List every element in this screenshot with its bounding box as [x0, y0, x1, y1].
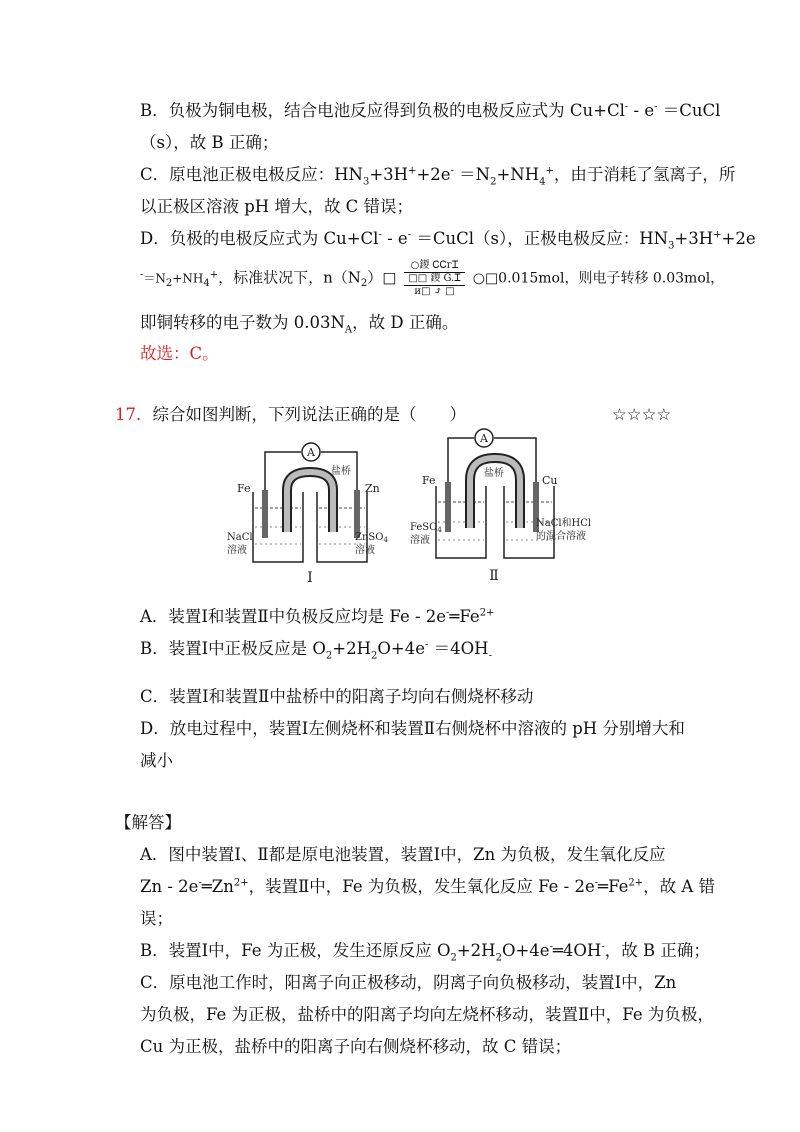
fe-label-2: Fe: [422, 474, 436, 487]
figure-2-label: Ⅱ: [489, 568, 499, 584]
figure-apparatus-2: [408, 422, 598, 587]
figure-1-label: Ⅰ: [307, 570, 313, 586]
question-17-stem: 17．综合如图判断，下列说法正确的是（ ）: [115, 405, 466, 424]
solution-c-line1: C．原电池工作时，阳离子向正极移动，阴离子向负极移动，装置Ⅰ中，Zn: [140, 973, 677, 992]
feso4-solution-label: 溶液: [410, 535, 430, 546]
mix-label-2: 的混合溶液: [536, 531, 586, 542]
salt-bridge-label-1: 盐桥: [331, 466, 351, 477]
garbled-fraction: ○鍐 ᏟᏟᴦᏆ □□ 鍐 G.Ꮖ и□ ⤴ □: [404, 260, 465, 298]
feso4-label: FeSO$_4$: [410, 522, 442, 534]
explanation-d-line1: D．负极的电极反应式为 Cu+Cl- - e- ＝CuCl（s），正极电极反应：$HN_3+3H^++2e$: [140, 229, 756, 252]
cu-label: Cu: [542, 474, 558, 487]
solution-c-line2: 为负极，Fe 为正极，盐桥中的阳离子均向左烧杯移动，装置Ⅱ中，Fe 为负极，: [140, 1005, 714, 1024]
option-a: A．装置Ⅰ和装置Ⅱ中负极反应均是 Fe - $2e^-═Fe^{2+}$: [140, 607, 495, 626]
ammeter-label-2: A: [480, 432, 488, 445]
ammeter-label-1: A: [307, 446, 315, 459]
solution-a-line2: Zn - $2e^-═Zn^{2+}$，装置Ⅱ中，Fe 为负极，发生氧化反应 Fe - $2e^-═Fe^{2+}$，故 A 错: [140, 877, 716, 896]
solution-a-line3: 误；: [140, 909, 173, 928]
option-c: C．装置Ⅰ和装置Ⅱ中盐桥中的阳离子均向右侧烧杯移动: [140, 687, 534, 706]
explanation-b-line1: B．负极为铜电极，结合电池反应得到负极的电极反应式为 Cu+Cl- - e- ＝CuCl: [140, 101, 721, 120]
solution-a-line1: A．图中装置Ⅰ、Ⅱ都是原电池装置，装置Ⅰ中，Zn 为负极，发生氧化反应: [140, 845, 666, 864]
figure-apparatus-1: [225, 432, 400, 587]
solution-b-line1: B．装置Ⅰ中，Fe 为正极，发生还原反应 $O_2+2H_2O+4e^-═4OH^-$，故 B 正确；: [140, 941, 710, 964]
znso4-label: ZnSO$_4$: [355, 532, 388, 544]
nacl-solution-label: 溶液: [227, 545, 247, 556]
difficulty-stars: ☆☆☆☆: [612, 405, 672, 424]
nacl-label: NaCl: [227, 532, 253, 543]
salt-bridge-label-2: 盐桥: [484, 468, 504, 479]
option-d-line2: 减小: [140, 751, 173, 770]
zn-label-1: Zn: [365, 482, 380, 495]
explanation-d-line3: 即铜转移的电子数为 $0.03N_A$，故 D 正确。: [140, 313, 459, 336]
answer-text: 故选：C。: [140, 344, 219, 363]
mix-label-1: NaCl和HCl: [536, 518, 592, 529]
solution-heading: 【解答】: [115, 813, 181, 832]
znso4-solution-label: 溶液: [355, 545, 375, 556]
fe-label-1: Fe: [237, 482, 251, 495]
explanation-c-line2: 以正极区溶液 pH 增大，故 C 错误；: [140, 197, 414, 216]
solution-c-line3: Cu 为正极，盐桥中的阳离子向右侧烧杯移动，故 C 错误；: [140, 1037, 572, 1056]
explanation-b-line2: （s），故 B 正确；: [140, 133, 279, 152]
option-b: B．装置Ⅰ中正极反应是 $O_2+2H_2O+4e^- =4OH_-$: [140, 639, 492, 662]
explanation-d-line2: $^-=N_2+NH_4^+$，标准状况下，$n(N_2)□$ ○鍐 ᏟᏟᴦᏆ □□ 鍐 G.Ꮖ и□ ⤴ □ ○□0.015mol，则电子转移 0.03mol，: [140, 260, 725, 297]
option-d-line1: D．放电过程中，装置Ⅰ左侧烧杯和装置Ⅱ右侧烧杯中溶液的 pH 分别增大和: [140, 719, 685, 738]
explanation-c-line1: C．原电池正极电极反应：$HN_3+3H^++2e^- =N_2+NH_4^+$，由于消耗了氢离子，所: [140, 165, 736, 188]
